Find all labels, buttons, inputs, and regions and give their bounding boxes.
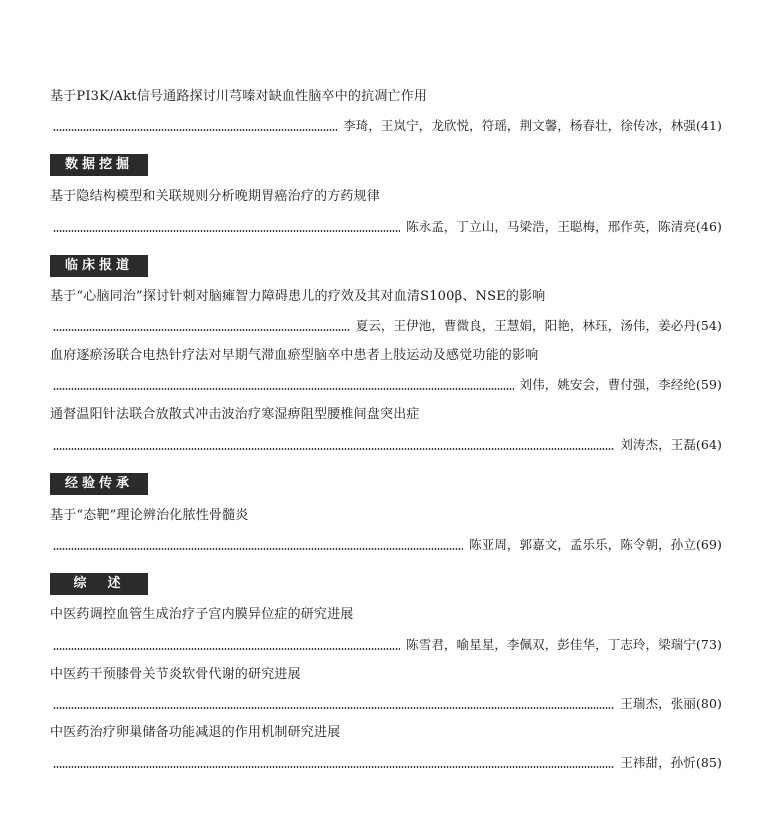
dot-leader: [53, 448, 614, 450]
author-line: [50, 536, 722, 554]
author-line: [50, 695, 722, 713]
author-line: [50, 754, 722, 772]
dot-leader: [53, 129, 337, 131]
article-title[interactable]: 基于“心脑同治”探讨针刺对脑瘫智力障碍患儿的疗效及其对血清S100β、NSE的影响: [50, 289, 546, 304]
article-authors: 陈雪君，喻星星，李佩双，彭佳华，丁志玲，梁瑞宁(73): [406, 637, 722, 652]
article-authors: 陈永孟，丁立山，马梁浩，王聪梅，邢作英，陈清亮(46): [406, 219, 722, 234]
dot-leader: [53, 548, 463, 550]
author-line: [50, 376, 722, 394]
article-title[interactable]: 中医药治疗卵巢储备功能减退的作用机制研究进展: [50, 725, 341, 740]
section-header-data-mining: 数据挖掘: [50, 154, 148, 176]
section-header-review: 综 述: [50, 573, 148, 595]
article-title[interactable]: 基于隐结构模型和关联规则分析晚期胃癌治疗的方药规律: [50, 189, 381, 204]
article-authors: 王瑞杰，张丽(80): [620, 696, 722, 711]
author-line: [50, 117, 722, 135]
article-authors: 夏云，王伊池，曹微良，王慧娟，阳艳，林珏，汤伟，姜必丹(54): [355, 318, 722, 333]
dot-leader: [53, 388, 514, 390]
dot-leader: [53, 230, 400, 232]
article-title[interactable]: 通督温阳针法联合放散式冲击波治疗寒湿痹阻型腰椎间盘突出症: [50, 407, 420, 422]
dot-leader: [53, 766, 614, 768]
dot-leader: [53, 707, 614, 709]
article-title[interactable]: 中医药调控血管生成治疗子宫内膜异位症的研究进展: [50, 607, 354, 622]
author-line: [50, 436, 722, 454]
section-header-experience-inheritance: 经验传承: [50, 473, 148, 495]
article-title[interactable]: 中医药干预膝骨关节炎软骨代谢的研究进展: [50, 667, 301, 682]
article-authors: 李琦，王岚宁，龙欣悦，符瑶，荆文馨，杨春壮，徐传冰，林强(41): [343, 118, 722, 133]
dot-leader: [53, 329, 350, 331]
author-line: [50, 218, 722, 236]
article-title[interactable]: 基于“态靶”理论辨治化脓性骨髓炎: [50, 508, 249, 523]
article-title[interactable]: 血府逐瘀汤联合电热针疗法对早期气滞血瘀型脑卒中患者上肢运动及感觉功能的影响: [50, 348, 539, 363]
section-header-clinical-reports: 临床报道: [50, 255, 148, 277]
article-authors: 王祎甜，孙忻(85): [620, 755, 722, 770]
dot-leader: [53, 648, 400, 650]
table-of-contents: [50, 0, 722, 823]
author-line: [50, 317, 722, 335]
article-authors: 陈亚周，郭嘉文，孟乐乐，陈令朝，孙立(69): [469, 537, 722, 552]
article-authors: 刘涛杰，王磊(64): [620, 437, 722, 452]
article-title[interactable]: 基于PI3K/Akt信号通路探讨川芎嗪对缺血性脑卒中的抗凋亡作用: [50, 89, 428, 104]
author-line: [50, 636, 722, 654]
article-authors: 刘伟，姚安会，曹付强，李经纶(59): [519, 377, 722, 392]
